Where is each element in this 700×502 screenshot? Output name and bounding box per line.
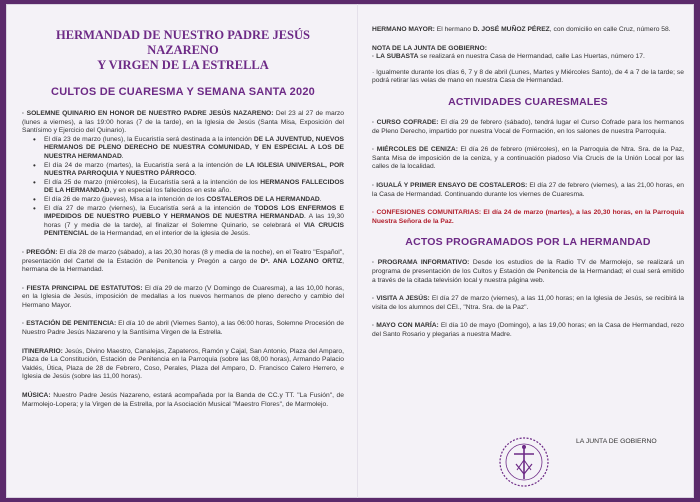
programa-informativo-section: · PROGRAMA INFORMATIVO: Desde los estudios de la Radio TV de Marmolejo, se realizará un programa de presentación de los Cultos y Estación de Penitencia de la Hermandad; el cual será emitido a través de la citada televisión local y nuestra página web. xyxy=(372,259,684,284)
list-item: • El día 23 de marzo (lunes), la Eucaristía será destinada a la intención DE LA JUVENTUD, NUEVOS HERMANOS DE PLENO DERECHO DE NUESTRA COMUNIDAD, Y EN ESPECIAL A LOS DE NUESTRA HERMANDAD. xyxy=(44,136,344,162)
penitencia-section: · ESTACIÓN DE PENITENCIA: El día 10 de abril (Viernes Santo), a las 06:00 horas, Solemne Procesión de Nuestro Padre Jesús Nazareno y la Santísima Virgen de la Estrella. xyxy=(22,320,344,337)
list-item: • El día 26 de marzo (jueves), Misa a la intención de los COSTALEROS DE LA HERMANDAD. xyxy=(44,196,344,205)
quinario-head: · SOLEMNE QUINARIO EN HONOR DE NUESTRO PADRE JESÚS NAZARENO: xyxy=(22,110,274,117)
brotherhood-title-line2: Y VIRGEN DE LA ESTRELLA xyxy=(97,58,269,72)
cultos-subtitle: CULTOS DE CUARESMA Y SEMANA SANTA 2020 xyxy=(51,86,315,98)
confesiones-section: · CONFESIONES COMUNITARIAS: El día 24 de marzo (martes), a las 20,30 horas, en la Parroquia Nuestra Señora de la Paz. xyxy=(372,209,684,225)
quinario-text: Del 23 al 27 de marzo (lunes a viernes), a las 19:00 horas (7 de la tarde), en la Iglesia de Jesús (Santa Misa, Exposición del Santísimo y Ejercicio del Quinario). xyxy=(22,110,344,135)
estatutos-section: · FIESTA PRINCIPAL DE ESTATUTOS: El día 29 de marzo (V Domingo de Cuaresma), a las 10,00 horas, en la Iglesia de Jesús, imposición de medallas a los nuevos hermanos de pleno derecho y cambio del Hermano Mayor. xyxy=(22,284,344,309)
visita-section: · VISITA A JESÚS: El día 27 de marzo (viernes), a las 11,00 horas; en la Iglesia de Jesús, se recibirá la visita de los alumnos del CEI., "Ntra. Sra. de la Paz". xyxy=(372,295,684,311)
leaflet-sheet xyxy=(6,4,694,498)
brotherhood-title xyxy=(22,28,344,73)
costaleros-section: · IGUALÁ Y PRIMER ENSAYO DE COSTALEROS: El día 27 de febrero (viernes), a las 21,00 horas, en la Casa de Hermandad. Continuando durante los viernes de Cuaresma. xyxy=(372,181,684,198)
pregon-section: · PREGÓN: El día 28 de marzo (sábado), a las 20,30 horas (8 y media de la noche), en el Teatro "Español", presentación del Cartel de la Estación de Penitencia y Pregón a cargo de Dª. ANA LOZANO ORTIZ, hermana de la Hermandad. xyxy=(22,248,344,274)
left-column xyxy=(22,26,344,419)
brotherhood-title-line1: HERMANDAD DE NUESTRO PADRE JESÚS NAZARENO xyxy=(56,28,310,57)
estatutos-head: · FIESTA PRINCIPAL DE ESTATUTOS: xyxy=(22,284,143,292)
nota-head: NOTA DE LA JUNTA DE GOBIERNO: xyxy=(372,44,487,52)
hermano-mayor-section: HERMANO MAYOR: El hermano D. JOSÉ MUÑOZ PÉREZ, con domicilio en calle Cruz, número 58. xyxy=(372,26,671,33)
list-item: • El día 25 de marzo (miércoles), la Eucaristía será a la intención de los HERMANOS FALLECIDOS DE LA HERMANDAD, y en especial los fallecidos en este año. xyxy=(44,179,344,196)
right-column xyxy=(372,26,684,349)
musica-section: MÚSICA: Nuestro Padre Jesús Nazareno, estará acompañada por la Banda de CC.y TT. "La Fusión", de Marmolejo-Lopera; y la Virgen de la Estrella, por la Asociación Musical "Maestro Flores", de Marmolejo. xyxy=(22,392,344,408)
nota-velas-text: · Igualmente durante los días 6, 7 y 8 de abril (Lunes, Martes y Miércoles Santo), de 4 a 7 de la tarde; se podrá retirar las velas de mano en nuestra Casa de Hermandad. xyxy=(372,68,684,85)
pregon-head: · PREGÓN: xyxy=(22,248,58,256)
fold-line xyxy=(357,4,358,498)
hermano-mayor-head: HERMANO MAYOR: xyxy=(372,26,435,33)
brotherhood-crest-icon xyxy=(498,436,550,488)
itinerario-head: ITINERARIO: xyxy=(22,347,63,355)
quinario-section xyxy=(22,110,344,239)
curso-cofrade-section: · CURSO COFRADE: El día 29 de febrero (sábado), tendrá lugar el Curso Cofrade para los hermanos de Pleno Derecho, impartido por nuestra Vocal de Formación, en los salones de nuestra Parroquia. xyxy=(372,118,684,135)
itinerario-section: ITINERARIO: Jesús, Divino Maestro, Canalejas, Zapateros, Ramón y Cajal, San Antonio, Plaza del Amparo, Plaza de La Constitución, Estación de Penitencia en la Parroquia (sobre las 08,00 horas), Armando Palacio Valdés, Útica, Plaza de 28 de Febrero, Coso, Perales, Plaza del Amparo, D. Francisco Calero Herrero, e Iglesia de Jesús (sobre las 11,00 horas). xyxy=(22,347,344,381)
signature-junta: LA JUNTA DE GOBIERNO xyxy=(576,438,657,445)
list-item: • El día 24 de marzo (martes), la Eucaristía será a la intención de LA IGLESIA UNIVERSAL, POR NUESTRA PARROQUIA Y NUESTRO PÁRROCO. xyxy=(44,162,344,179)
ceniza-section: · MIÉRCOLES DE CENIZA: El día 26 de febrero (miércoles), en la Parroquia de Ntra. Sra. de la Paz, Santa Misa de imposición de la ceniza, y a continuación piadoso Vía Crucis de la Unión Local por las calles de la localidad. xyxy=(372,146,685,171)
list-item: • El día 27 de marzo (viernes), la Eucaristía será a la intención de TODOS LOS ENFERMOS E IMPEDIDOS DE NUESTRO PUEBLO Y HERMANOS DE NUESTRA HERMANDAD. A las 19,30 horas (7 y media de la tarde), al finalizar el Solemne Quinario, se celebrará el VIA CRUCIS PENITENCIAL de la Hermandad, en el interior de la iglesia de Jesús. xyxy=(44,205,344,239)
mayo-section: · MAYO CON MARÍA: El día 10 de mayo (Domingo), a las 19,00 horas; en la Casa de Hermandad, rezo del Santo Rosario y plegarias a nuestra Madre. xyxy=(372,322,684,338)
musica-head: MÚSICA: xyxy=(22,392,51,400)
nota-section: NOTA DE LA JUNTA DE GOBIERNO: · LA SUBASTA se realizará en nuestra Casa de Hermandad, calle Las Huertas, número 17. · Igualmente durante los días 6, 7 y 8 de abril (Lunes, Martes y Miércoles Santo), de 4 a 7 de la tarde; se podrá retirar las velas de mano en nuestra Casa de Hermandad. xyxy=(372,44,684,85)
actos-title: ACTOS PROGRAMADOS POR LA HERMANDAD xyxy=(405,236,651,249)
penitencia-head: · ESTACIÓN DE PENITENCIA: xyxy=(22,320,117,328)
quinario-list xyxy=(22,136,344,239)
actividades-title: ACTIVIDADES CUARESMALES xyxy=(448,95,608,108)
